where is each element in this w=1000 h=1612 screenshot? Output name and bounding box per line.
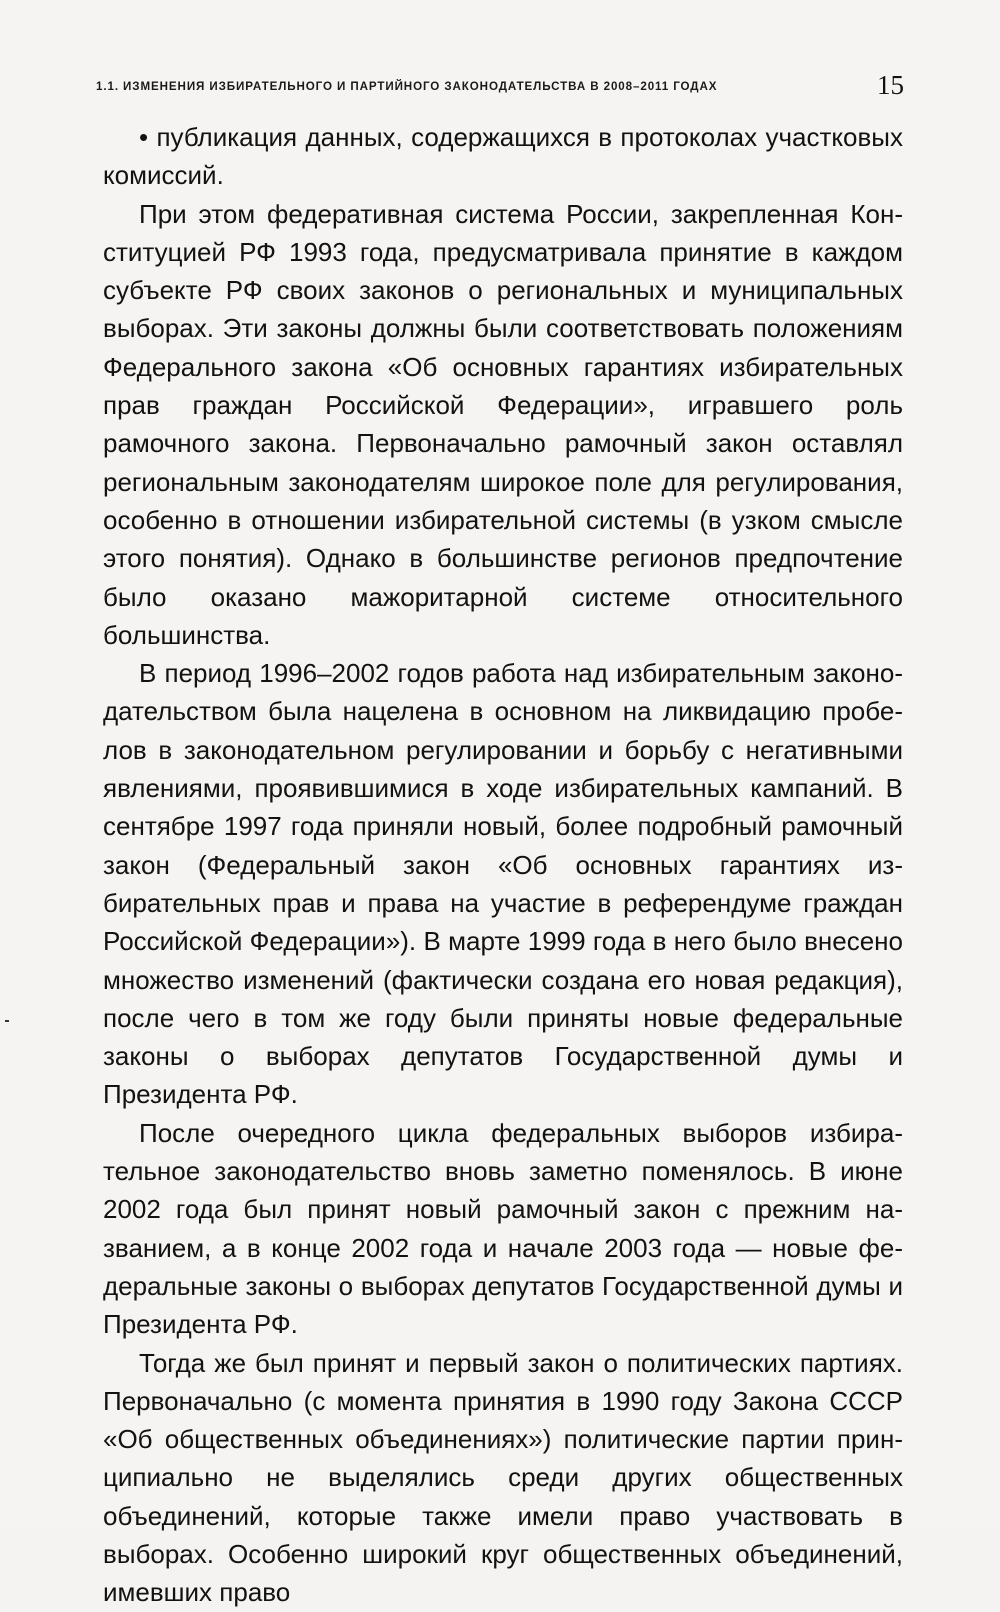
running-head (96, 70, 906, 110)
text-body (103, 118, 903, 1612)
page-number: 15 (877, 70, 904, 100)
paragraph: После очередного цикла федеральных выборов избирательное законодательство вновь заметно поменялось. В июне 2002 года был принят новый рамочный закон с прежним названием, а в конце 2002 года и начале 2003 года — новые федеральные законы о выборах депутатов Государственной думы и Президента РФ. (103, 1117, 903, 1340)
bullet-item: • публикация данных, содержащихся в протоколах участковых комиссий. (103, 122, 903, 191)
scan-speck (5, 1020, 9, 1022)
paragraph: В период 1996–2002 годов работа над избирательным законодательством была нацелена в основном на ликвидацию пробелов в законодательном регулировании и борьбу с негативными явлениями, проявившимися в ходе избирательных кампаний. В сентябре 1997 года приняли новый, более подробный рамочный закон (Федеральный закон «Об основных гарантиях избирательных прав и права на участие в референдуме граждан Российской Федерации»). В марте 1999 года в него было внесено множество изменений (фактически создана его новая редакция), после чего в том же году были приняты новые федеральные законы о выборах депутатов Государственной думы и Президента РФ. (103, 658, 903, 1110)
running-title: 1.1. ИЗМЕНЕНИЯ ИЗБИРАТЕЛЬНОГО И ПАРТИЙНОГО ЗАКОНОДАТЕЛЬСТВА В 2008–2011 ГОДАХ (96, 80, 718, 93)
paragraph: Тогда же был принят и первый закон о политических партиях. Первоначально (с момента принятия в 1990 году Закона СССР «Об общественных объединениях») политические партии принципиально не выделялись среди других общественных объединений, которые также имели право участвовать в выборах. Особенно широкий круг общественных объединений, имевших право (103, 1347, 903, 1608)
paragraph: При этом федеративная система России, закрепленная Конституцией РФ 1993 года, предусматривала принятие в каждом субъекте РФ своих законов о региональных и муниципальных выборах. Эти законы должны были соответствовать положениям Федерального закона «Об основных гарантиях избирательных прав граждан Российской Федерации», игравшего роль рамочного закона. Первоначально рамочный закон оставлял региональным законодателям широкое поле для регулирования, особенно в отношении избирательной системы (в узком смысле этого понятия). Однако в большинстве регионов предпочтение было оказано мажоритарной системе относительного большинства. (103, 198, 903, 650)
